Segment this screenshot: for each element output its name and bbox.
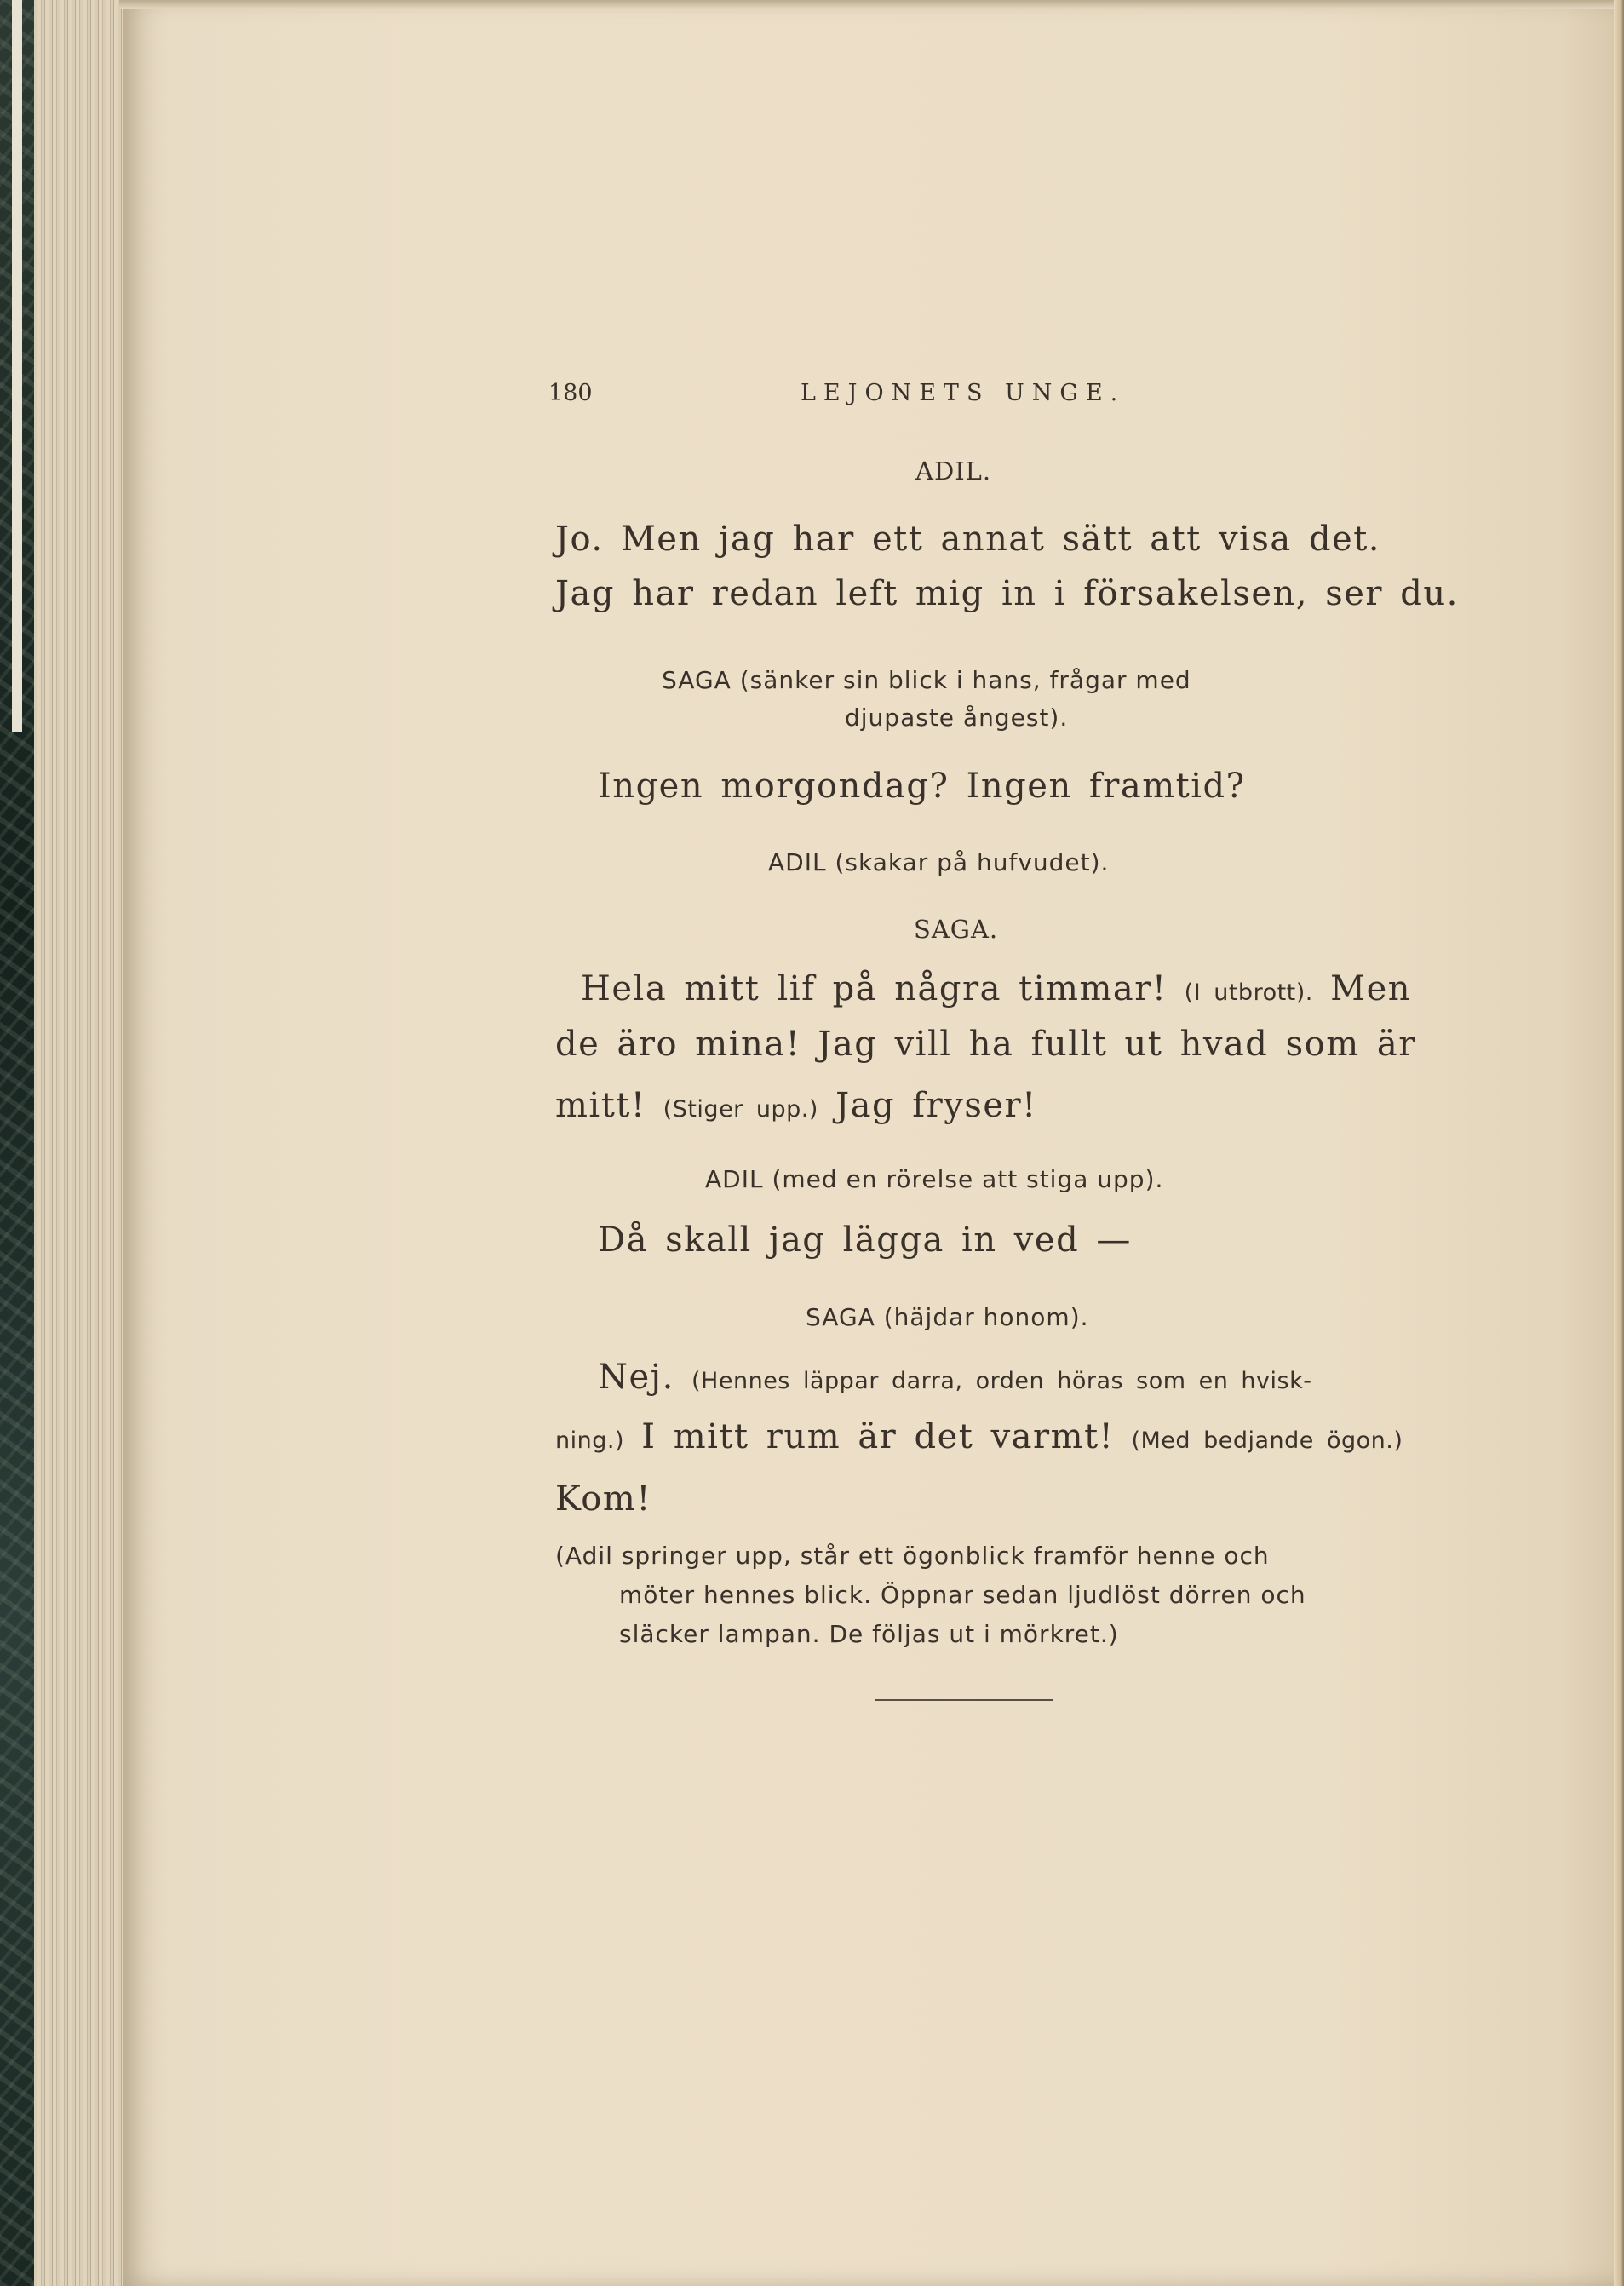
cover-paper-strip: [12, 0, 22, 732]
inline-stage-direction: (Stiger upp.): [663, 1096, 818, 1123]
speaker-heading: SAGA.: [914, 915, 999, 944]
dialogue-line: Ingen morgondag? Ingen framtid?: [598, 767, 1246, 806]
dialogue-text: mitt!: [555, 1086, 646, 1125]
page-stack-edges: [34, 0, 136, 2286]
dialogue-text: Men: [1330, 969, 1411, 1008]
speaker-heading: ADIL.: [915, 457, 992, 485]
book-page: [123, 0, 1624, 2286]
inline-stage-direction: (I utbrott).: [1184, 979, 1313, 1006]
section-end-rule: [875, 1699, 1053, 1701]
stage-direction: ADIL (med en rörelse att stiga upp).: [705, 1165, 1164, 1193]
dialogue-text: Hela mitt lif på några timmar!: [581, 969, 1168, 1008]
dialogue-line: Jo. Men jag har ett annat sätt att visa det.: [555, 520, 1381, 559]
page-number: 180: [548, 380, 593, 406]
stage-direction: (Adil springer upp, står ett ögonblick framför henne och: [555, 1542, 1270, 1570]
dialogue-line: Jag har redan left mig in i försakelsen, ser du.: [555, 574, 1459, 613]
stage-direction: ADIL (skakar på hufvudet).: [768, 848, 1110, 876]
inline-stage-direction: (Med bedjande ögon.): [1131, 1427, 1403, 1454]
stage-direction: SAGA (sänker sin blick i hans, frågar med: [662, 666, 1191, 694]
dialogue-text: I mitt rum är det varmt!: [641, 1417, 1115, 1456]
stage-direction: möter hennes blick. Öppnar sedan ljudlöst dörren och: [619, 1581, 1306, 1609]
dialogue-line: de äro mina! Jag vill ha fullt ut hvad som är: [555, 1025, 1416, 1064]
dialogue-line: Kom!: [555, 1479, 651, 1519]
dialogue-line: Då skall jag lägga in ved —: [598, 1221, 1132, 1260]
dialogue-line: [555, 1086, 1037, 1125]
stage-direction: djupaste ångest).: [845, 704, 1069, 732]
dialogue-line: [555, 1417, 1403, 1456]
dialogue-line: [598, 1358, 1311, 1397]
dialogue-line: [581, 969, 1411, 1008]
inline-stage-direction: ning.): [555, 1427, 624, 1454]
dialogue-text: Jag fryser!: [835, 1086, 1037, 1125]
stage-direction: SAGA (häjdar honom).: [806, 1303, 1089, 1331]
stage-direction: släcker lampan. De följas ut i mörkret.): [619, 1620, 1119, 1648]
page-right-edge: [1614, 0, 1624, 2286]
dialogue-text: Nej.: [598, 1358, 674, 1397]
running-title: LEJONETS UNGE.: [801, 380, 1126, 406]
page-top-edge: [119, 0, 1624, 9]
inline-stage-direction: (Hennes läppar darra, orden höras som en hvisk-: [691, 1368, 1312, 1394]
